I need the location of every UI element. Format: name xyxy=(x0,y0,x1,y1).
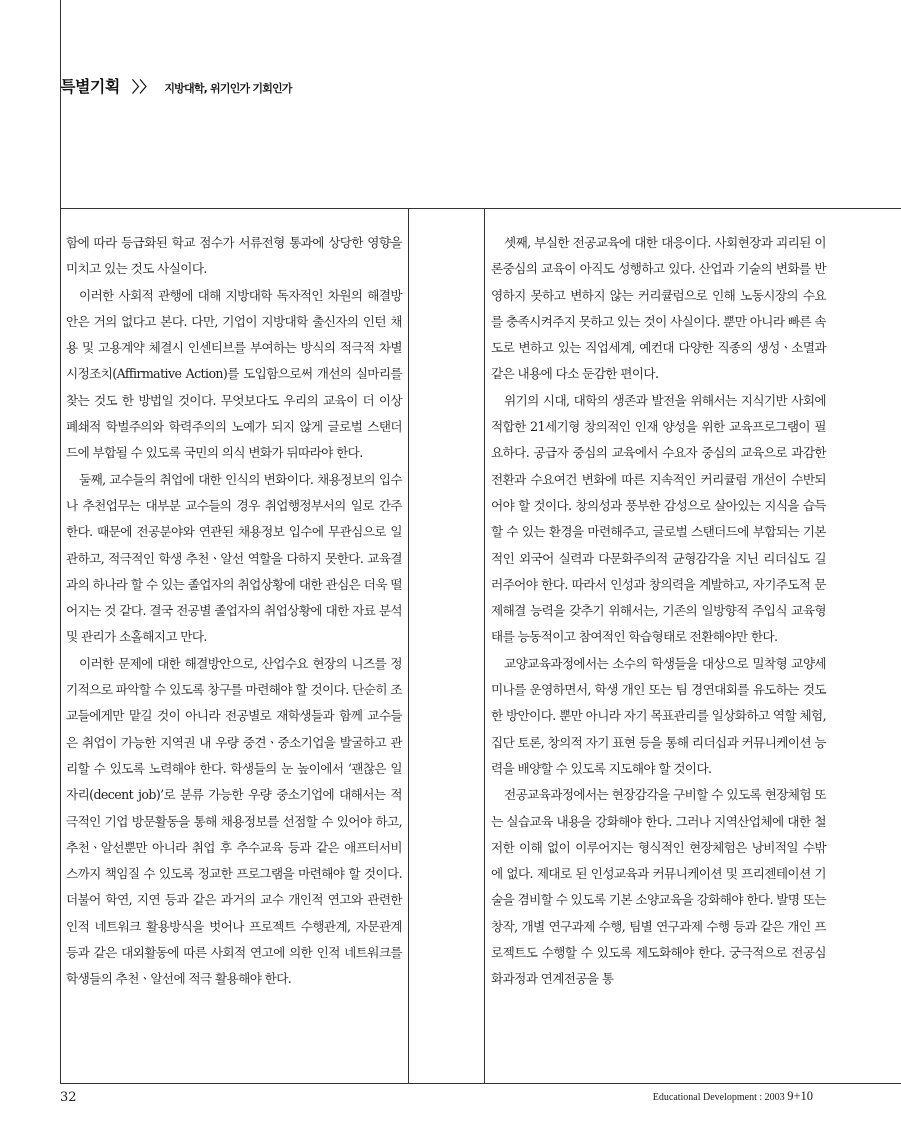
section-title: 특별기획 xyxy=(60,77,120,96)
bottom-rule xyxy=(60,1083,901,1084)
journal-name: Educational Development : 2003 xyxy=(652,1092,785,1103)
page-number: 32 xyxy=(60,1090,77,1105)
paragraph: 위기의 시대, 대학의 생존과 발전을 위해서는 지식기반 사회에 적합한 21세기형 창의적인 인재 양성을 위한 교육프로그램이 필요하다. 공급자 중심의 교육에서 수요자 중심의 교육으로 과감한 전환과 수요여건 변화에 따른 지속적인 커리큘럼 개선이 수반되어야 할 것이다. 창의성과 풍부한 감성으로 살아있는 지식을 습득할 수 있는 환경을 마련해주고, 글로벌 스탠더드에 부합되는 기본적인 외국어 실력과 다문화주의적 균형감각을 지닌 리더십도 길러주어야 한다. 따라서 인성과 창의력을 계발하고, 자기주도적 문제해결 능력을 갖추기 위해서는, 기존의 일방향적 주입식 교육형태를 능동적이고 참여적인 학습형태로 전환해야만 한다. xyxy=(491,392,826,645)
double-chevron-icon: 〉〉 xyxy=(131,78,155,96)
paragraph: 함에 따라 등급화된 학교 점수가 서류전형 통과에 상당한 영향을 미치고 있는 것도 사실이다. xyxy=(66,235,402,277)
right-column xyxy=(491,230,826,993)
issue-number: 9+10 xyxy=(787,1089,813,1103)
paragraph: 둘째, 교수들의 취업에 대한 인식의 변화이다. 채용정보의 입수나 추천업무는 대부분 교수들의 경우 취업행정부서의 일로 간주한다. 때문에 전공분야와 연관된 채용정보 입수에 무관심으로 일관하고, 적극적인 학생 추천ㆍ알선 역할을 다하지 못한다. 교육결과의 하나라 할 수 있는 졸업자의 취업상황에 대한 관심은 더욱 떨어지는 것 같다. 결국 전공별 졸업자의 취업상황에 대한 자료 분석 및 관리가 소홀해지고 만다. xyxy=(66,471,402,645)
left-column xyxy=(66,230,402,993)
paragraph: 교양교육과정에서는 소수의 학생들을 대상으로 밀착형 교양세미나를 운영하면서, 학생 개인 또는 팀 경연대회를 유도하는 것도 한 방안이다. 뿐만 아니라 자기 목표관리를 일상화하고 역할 체험, 집단 토론, 창의적 자기 표현 등을 통해 리더십과 커뮤니케이션 능력을 배양할 수 있도록 지도해야 할 것이다. xyxy=(491,655,826,776)
journal-footer xyxy=(653,1089,813,1104)
left-border-line xyxy=(60,0,61,1083)
column-divider-right xyxy=(484,208,485,1083)
section-subtitle: 지방대학, 위기인가 기회인가 xyxy=(164,82,292,95)
paragraph: 셋째, 부실한 전공교육에 대한 대응이다. 사회현장과 괴리된 이론중심의 교육이 아직도 성행하고 있다. 산업과 기술의 변화를 반영하지 못하고 변하지 않는 커리큘럼으로 인해 노동시장의 수요를 충족시켜주지 못하고 있는 것이 사실이다. 뿐만 아니라 빠른 속도로 변하고 있는 직업세계, 예컨대 다양한 직종의 생성ㆍ소멸과 같은 내용에 다소 둔감한 편이다. xyxy=(491,235,826,382)
section-header xyxy=(60,74,292,97)
paragraph: 이러한 문제에 대한 해결방안으로, 산업수요 현장의 니즈를 정기적으로 파악할 수 있도록 창구를 마련해야 할 것이다. 단순히 조교들에게만 맡길 것이 아니라 전공별로 재학생들과 함께 교수들은 취업이 가능한 지역권 내 우량 중견ㆍ중소기업을 발굴하고 관리할 수 있도록 노력해야 한다. 학생들의 눈 높이에서 ‘괜찮은 일자리(decent job)’로 분류 가능한 우량 중소기업에 대해서는 적극적인 기업 방문활동을 통해 채용정보를 선점할 수 있어야 하고, 추천ㆍ알선뿐만 아니라 취업 후 추수교육 등과 같은 애프터서비스까지 책임질 수 있도록 정교한 프로그램을 마련해야 할 것이다. 더불어 학연, 지연 등과 같은 과거의 교수 개인적 연고와 관련한 인적 네트워크 활용방식을 벗어나 프로젝트 수행관계, 자문관계 등과 같은 대외활동에 따른 사회적 연고에 의한 인적 네트워크를 학생들의 추천ㆍ알선에 적극 활용해야 한다. xyxy=(66,655,402,987)
paragraph: 이러한 사회적 관행에 대해 지방대학 독자적인 차원의 해결방안은 거의 없다고 본다. 다만, 기업이 지방대학 출신자의 인턴 채용 및 고용계약 체결시 인센티브를 부여하는 방식의 적극적 차별시정조치(Affirmative Action)를 도입함으로써 개선의 실마리를 찾는 것도 한 방법일 것이다. 무엇보다도 우리의 교육이 더 이상 폐쇄적 학벌주의와 학력주의의 노예가 되지 않게 글로벌 스탠더드에 부합될 수 있도록 국민의 의식 변화가 뒤따라야 한다. xyxy=(66,287,402,461)
paragraph: 전공교육과정에서는 현장감각을 구비할 수 있도록 현장체험 또는 실습교육 내용을 강화해야 한다. 그러나 지역산업체에 대한 철저한 이해 없이 이루어지는 형식적인 현장체험은 낭비적일 수밖에 없다. 제대로 된 인성교육과 커뮤니케이션 및 프리젠테이션 기술을 겸비할 수 있도록 기본 소양교육을 강화해야 한다. 발명 또는 창작, 개별 연구과제 수행, 팀별 연구과제 수행 등과 같은 개인 프로젝트도 수행할 수 있도록 제도화해야 한다. 궁극적으로 전공심화과정과 연계전공을 통 xyxy=(491,787,826,987)
top-rule xyxy=(60,208,901,209)
column-divider-left xyxy=(408,208,409,1083)
